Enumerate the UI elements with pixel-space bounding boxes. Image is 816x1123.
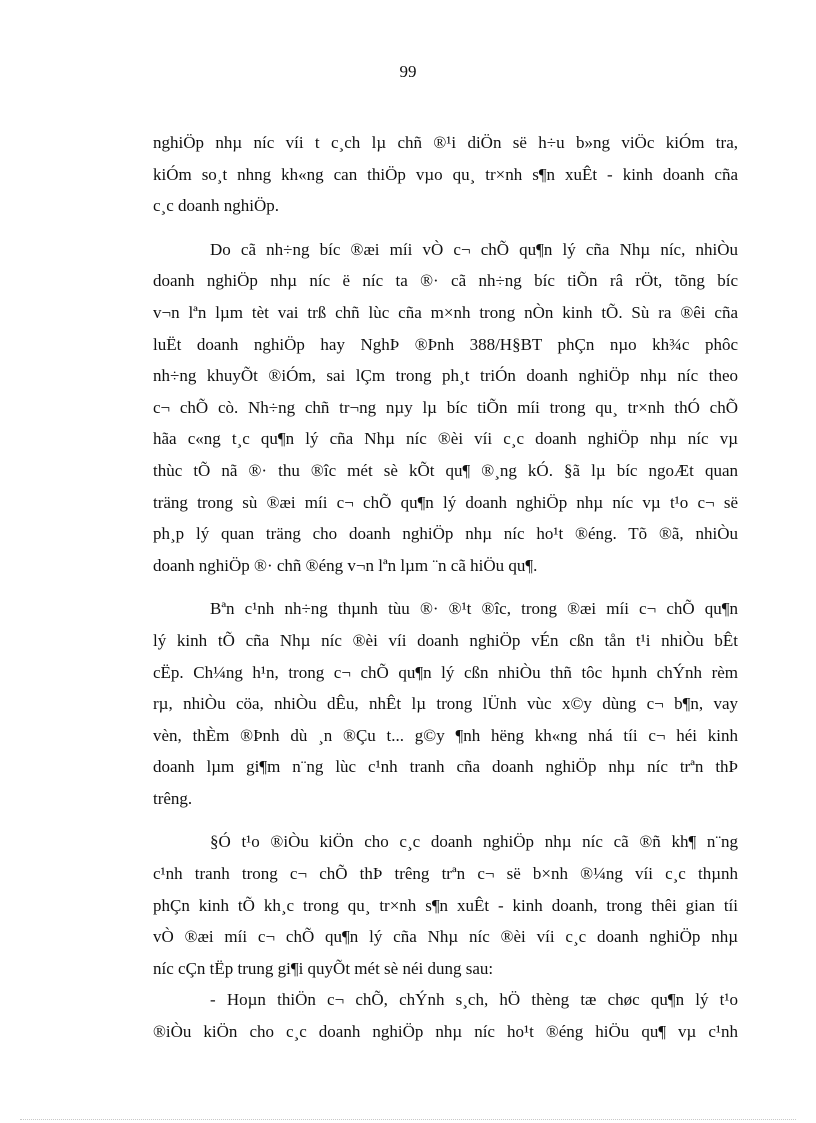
text-line: doanh nghiÖp ®· chñ ®éng v¬n lªn lµm ¨n cã hiÖu qu¶. [153,555,538,575]
text-line: trêng. [153,788,193,808]
text-line: hãa c«ng t¸c qu¶n lý cña Nhµ níc ®èi víi c¸c doanh nghiÖp nhµ níc vµ [153,429,738,449]
text-line: níc cÇn tËp trung gi¶i quyÕt mét sè néi dung sau: [153,958,494,978]
text-line: vèn, thÈm ®Þnh dù ¸n ®Çu t... g©y ¶nh hëng kh«ng nhá tíi c¬ héi kinh [153,725,738,745]
text-line: luËt doanh nghiÖp hay NghÞ ®Þnh 388/H§BT phÇn nµo kh¾c phôc [153,334,738,354]
text-line: v¬n lªn lµm tèt vai trß chñ lùc cña m×nh trong nÒn kinh tÕ. Sù ra ®êi cña [153,302,738,322]
text-line: doanh lµm gi¶m n¨ng lùc c¹nh tranh cña doanh nghiÖp nhµ níc trªn thÞ [153,757,738,777]
paragraph-gap [153,581,738,593]
paragraph [153,234,738,582]
text-line: - Hoµn thiÖn c¬ chÕ, chÝnh s¸ch, hÖ thèng tæ chøc qu¶n lý t¹o [210,990,738,1010]
text-line: thùc tÕ nã ®· thu ®îc mét sè kÕt qu¶ ®¸ng kÓ. §ã lµ bíc ngoÆt quan [153,460,738,480]
text-line: vÒ ®æi míi c¬ chÕ qu¶n lý cña Nhµ níc ®èi víi c¸c doanh nghiÖp nhµ [153,927,738,947]
text-line: c¹nh tranh trong c¬ chÕ thÞ trêng trªn c¬ së b×nh ®¼ng víi c¸c thµnh [153,864,738,884]
paragraph-gap [153,814,738,826]
paragraph [153,826,738,984]
text-line: kiÓm so¸t nhng kh«ng can thiÖp vµo qu¸ tr×nh s¶n xuÊt - kinh doanh cña [153,164,738,184]
paragraph [153,127,738,222]
text-line: Do cã nh÷ng bíc ®æi míi vÒ c¬ chÕ qu¶n lý cña Nhµ níc, nhiÒu [210,239,738,259]
bottom-dotted-rule [20,1119,796,1120]
text-line: cËp. Ch¼ng h¹n, trong c¬ chÕ qu¶n lý cßn nhiÒu thñ tôc hµnh chÝnh rèm [153,662,738,682]
text-line: nghiÖp nhµ níc víi t c¸ch lµ chñ ®¹i diÖn së h÷u b»ng viÖc kiÓm tra, [153,133,738,152]
body-text [153,127,738,1048]
text-line: rµ, nhiÒu cöa, nhiÒu dÊu, nhÊt lµ trong lÜnh vùc x©y dùng c¬ b¶n, vay [153,694,738,714]
text-line: nh÷ng khuyÕt ®iÓm, sai lÇm trong ph¸t triÓn doanh nghiÖp nhµ níc theo [153,366,738,386]
text-line: c¸c doanh nghiÖp. [153,196,280,216]
text-line: ph¸p lý quan träng cho doanh nghiÖp nhµ níc ho¹t ®éng. Tõ ®ã, nhiÒu [153,524,738,544]
text-line: phÇn kinh tÕ kh¸c trong qu¸ tr×nh s¶n xuÊt - kinh doanh, trong thêi gian tíi [153,895,738,915]
text-line: träng trong sù ®æi míi c¬ chÕ qu¶n lý doanh nghiÖp nhµ níc vµ t¹o c¬ së [153,492,738,512]
paragraph [153,593,738,814]
paragraph [153,984,738,1047]
text-line: doanh nghiÖp nhµ níc ë níc ta ®· cã nh÷ng bíc tiÕn râ rÖt, tõng bíc [153,271,738,291]
text-line: ®iÒu kiÖn cho c¸c doanh nghiÖp nhµ níc ho¹t ®éng hiÖu qu¶ vµ c¹nh [153,1022,738,1042]
text-line: Bªn c¹nh nh÷ng thµnh tùu ®· ®¹t ®îc, trong ®æi míi c¬ chÕ qu¶n [210,599,738,619]
paragraph-gap [153,222,738,234]
text-line: c¬ chÕ cò. Nh÷ng chñ tr¬ng nµy lµ bíc tiÕn míi trong qu¸ tr×nh thÓ chÕ [153,397,738,417]
text-line: §Ó t¹o ®iÒu kiÖn cho c¸c doanh nghiÖp nhµ níc cã ®ñ kh¶ n¨ng [210,832,738,852]
text-line: lý kinh tÕ cña Nhµ níc ®èi víi doanh nghiÖp vÉn cßn tån t¹i nhiÒu bÊt [153,630,738,650]
page-number: 99 [399,62,417,81]
